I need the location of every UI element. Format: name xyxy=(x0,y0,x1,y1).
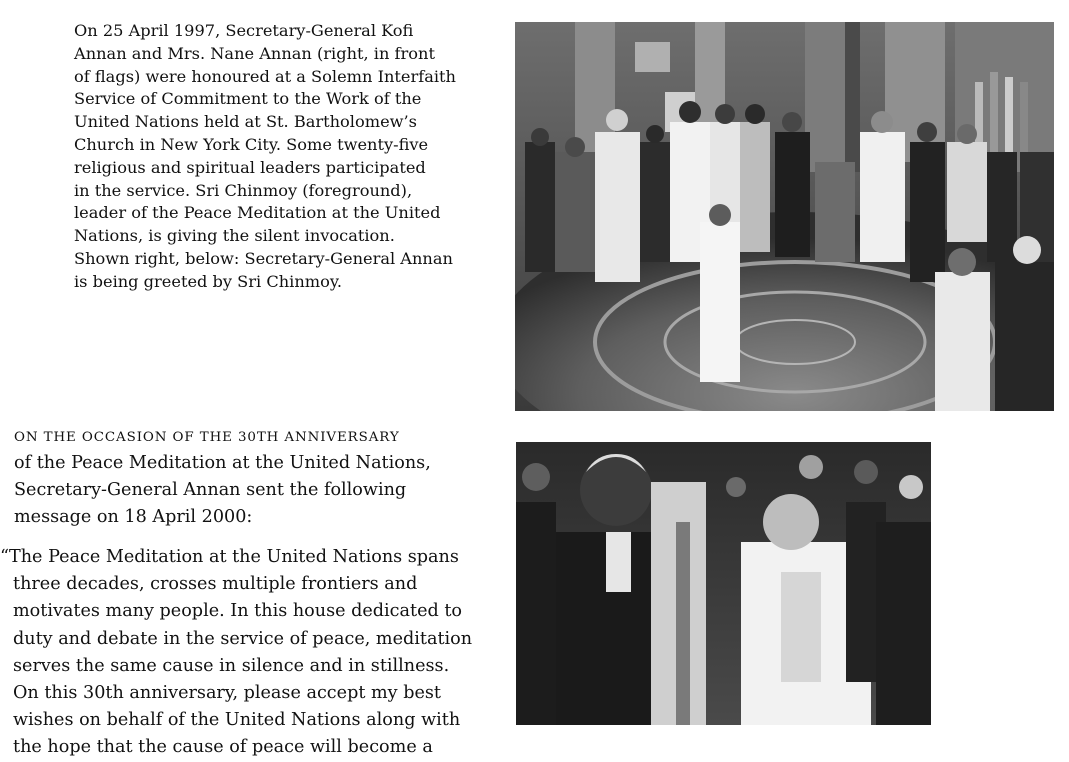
quote-line: motivates many people. In this house dedicated to xyxy=(13,601,463,622)
section-heading: ON THE OCCASION OF THE 30TH ANNIVERSARY xyxy=(14,430,400,445)
caption-line: Church in New York City. Some twenty-five xyxy=(74,134,429,154)
caption-line: of flags) were honoured at a Solemn Interfaith xyxy=(74,66,456,86)
caption-line: Annan and Mrs. Nane Annan (right, in front xyxy=(74,43,435,63)
quote-line: wishes on behalf of the United Nations along with xyxy=(13,710,461,731)
interfaith-service-photo xyxy=(515,22,1054,411)
photo-caption xyxy=(74,20,484,294)
quote-line: serves the same cause in silence and in stillness. xyxy=(13,655,450,676)
greeting-image xyxy=(516,442,931,725)
intro-line: Secretary-General Annan sent the following xyxy=(14,480,407,500)
quote-line: the hope that the cause of peace will become a xyxy=(13,737,433,758)
annan-quote xyxy=(0,544,490,762)
caption-line: Service of Commitment to the Work of the xyxy=(74,89,422,109)
caption-line: On 25 April 1997, Secretary-General Kofi xyxy=(74,21,414,40)
caption-line: Nations, is giving the silent invocation. xyxy=(74,226,395,246)
quote-line: duty and debate in the service of peace, meditation xyxy=(13,628,473,649)
greeting-photo xyxy=(516,442,931,725)
caption-line: leader of the Peace Meditation at the United xyxy=(74,203,441,223)
caption-line: United Nations held at St. Bartholomew’s xyxy=(74,112,417,132)
caption-line: Shown right, below: Secretary-General Annan xyxy=(74,248,453,268)
quote-line: three decades, crosses multiple frontiers and xyxy=(13,574,418,595)
section-intro xyxy=(14,450,494,531)
anniversary-section xyxy=(14,428,494,531)
caption-line: is being greeted by Sri Chinmoy. xyxy=(74,271,342,291)
caption-line: in the service. Sri Chinmoy (foreground), xyxy=(74,180,413,200)
intro-line: message on 18 April 2000: xyxy=(14,507,253,527)
quote-line: “The Peace Meditation at the United Nations spans xyxy=(0,547,459,567)
quote-line: On this 30th anniversary, please accept my best xyxy=(13,683,441,704)
caption-line: religious and spiritual leaders participated xyxy=(74,157,426,177)
intro-line: of the Peace Meditation at the United Nations, xyxy=(14,453,431,473)
interfaith-service-image xyxy=(515,22,1054,411)
